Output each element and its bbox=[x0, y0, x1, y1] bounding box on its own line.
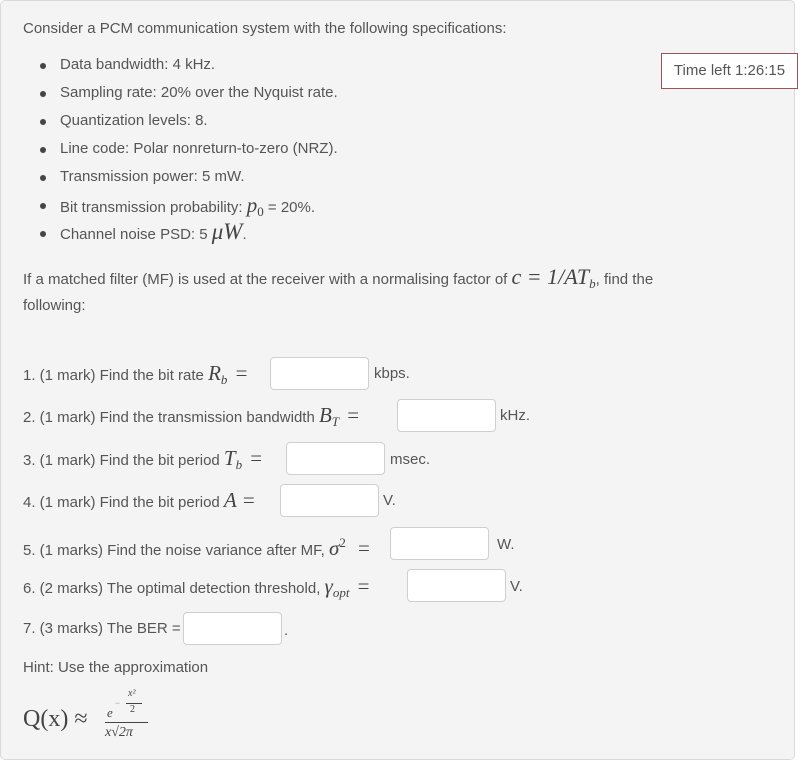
question-3 bbox=[23, 448, 262, 475]
formula-base-e: e bbox=[107, 705, 113, 720]
formula-exp-sign: − bbox=[115, 698, 121, 708]
question-5 bbox=[23, 533, 370, 561]
question-label: 6. (2 marks) The optimal detection threshold, bbox=[23, 580, 325, 597]
intro-text: Consider a PCM communication system with the following specifications: bbox=[23, 20, 507, 37]
hint-text: Hint: Use the approximation bbox=[23, 659, 209, 676]
math-sub: T bbox=[331, 414, 340, 429]
math-p: p bbox=[246, 193, 258, 217]
question-label: 2. (1 mark) Find the transmission bandwidth bbox=[23, 409, 319, 426]
mf-paragraph bbox=[23, 264, 654, 294]
formula-fraction-bar bbox=[105, 722, 148, 723]
math-sub: b bbox=[589, 276, 596, 291]
question-2 bbox=[23, 405, 359, 432]
mf-text: If a matched filter (MF) is used at the receiver with a normalising factor of bbox=[23, 271, 512, 288]
unit-label: kHz. bbox=[500, 407, 530, 424]
spec-after: = 20%. bbox=[263, 199, 316, 216]
answer-input-threshold[interactable] bbox=[407, 569, 506, 602]
answer-input-noise-variance[interactable] bbox=[390, 527, 489, 560]
spec-item bbox=[60, 219, 247, 245]
math-sub: 0 bbox=[257, 204, 264, 219]
question-label: 7. (3 marks) The BER = bbox=[23, 620, 181, 637]
question-1 bbox=[23, 363, 247, 390]
spec-item: Transmission power: 5 mW. bbox=[60, 168, 245, 185]
time-left-badge: Time left 1:26:15 bbox=[661, 53, 798, 89]
bullet-icon bbox=[40, 63, 46, 69]
unit-label: kbps. bbox=[374, 365, 410, 382]
unit-label: V. bbox=[383, 492, 396, 509]
formula-exp-num: x² bbox=[128, 688, 136, 699]
bullet-icon bbox=[40, 147, 46, 153]
spec-item: Line code: Polar nonreturn-to-zero (NRZ). bbox=[60, 140, 338, 157]
spec-label: Bit transmission probability: bbox=[60, 199, 247, 216]
bullet-icon bbox=[40, 203, 46, 209]
formula-exp-den: 2 bbox=[130, 704, 135, 715]
math-var: T bbox=[223, 446, 236, 470]
unit-label: . bbox=[284, 622, 289, 639]
answer-input-ber[interactable] bbox=[183, 612, 282, 645]
spec-item bbox=[60, 195, 315, 222]
question-7 bbox=[23, 619, 181, 639]
bullet-icon bbox=[40, 231, 46, 237]
formula-lhs: Q(x) ≈ bbox=[23, 706, 88, 732]
question-4 bbox=[23, 490, 255, 513]
spec-item: Sampling rate: 20% over the Nyquist rate. bbox=[60, 84, 338, 101]
bullet-icon bbox=[40, 175, 46, 181]
formula-denominator: x√2π bbox=[105, 725, 133, 740]
equals-sign: = bbox=[357, 574, 370, 598]
math-uW: μW bbox=[211, 219, 243, 244]
equals-sign: = bbox=[235, 361, 248, 385]
math-c: c = 1/AT bbox=[511, 264, 590, 289]
question-label: 1. (1 mark) Find the bit rate bbox=[23, 367, 209, 384]
bullet-icon bbox=[40, 119, 46, 125]
spec-item: Data bandwidth: 4 kHz. bbox=[60, 56, 216, 73]
question-label: 4. (1 mark) Find the bit period bbox=[23, 494, 224, 511]
spec-item: Quantization levels: 8. bbox=[60, 112, 208, 129]
math-sup: 2 bbox=[339, 535, 346, 550]
answer-input-bit-rate[interactable] bbox=[270, 357, 369, 390]
question-label: 3. (1 mark) Find the bit period bbox=[23, 452, 224, 469]
equals-sign: = bbox=[242, 488, 255, 512]
mf-paragraph-line2: following: bbox=[23, 297, 86, 314]
answer-input-bit-period[interactable] bbox=[286, 442, 385, 475]
answer-input-bandwidth[interactable] bbox=[397, 399, 496, 432]
math-sub: opt bbox=[332, 585, 350, 600]
math-sub: b bbox=[220, 372, 228, 387]
unit-label: msec. bbox=[390, 451, 431, 468]
unit-label: V. bbox=[510, 578, 523, 595]
math-var: A bbox=[223, 488, 237, 512]
equals-sign: = bbox=[357, 536, 370, 560]
spec-after: . bbox=[242, 226, 247, 243]
math-sub: b bbox=[235, 457, 243, 472]
math-var: γ bbox=[324, 574, 333, 598]
question-6 bbox=[23, 576, 369, 603]
equals-sign: = bbox=[347, 403, 360, 427]
equals-sign: = bbox=[250, 446, 263, 470]
question-label: 5. (1 marks) Find the noise variance after MF, bbox=[23, 542, 329, 559]
answer-input-amplitude[interactable] bbox=[280, 484, 379, 517]
spec-label: Channel noise PSD: 5 bbox=[60, 226, 212, 243]
math-var: B bbox=[318, 403, 332, 427]
math-var: σ bbox=[328, 536, 340, 560]
unit-label: W. bbox=[497, 536, 515, 553]
mf-text-after: , find the bbox=[595, 271, 654, 288]
bullet-icon bbox=[40, 91, 46, 97]
math-var: R bbox=[208, 361, 221, 385]
